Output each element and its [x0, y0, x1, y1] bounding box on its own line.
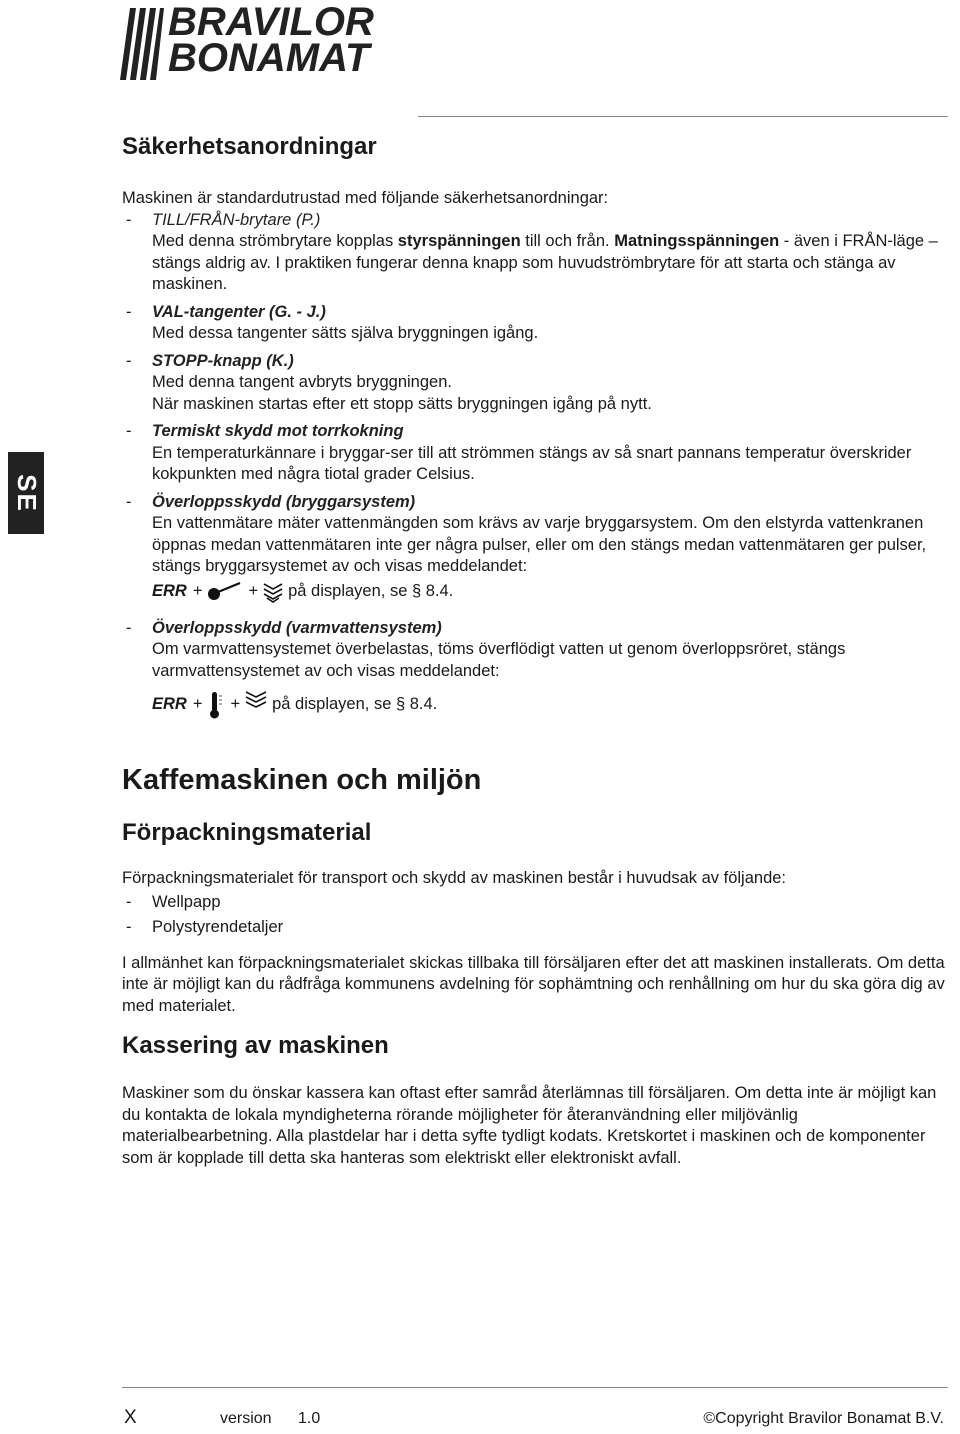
thermometer-icon	[206, 690, 226, 720]
safety-item-overflow-brewer: - Överloppsskydd (bryggarsystem) En vattenmätare mäter vattenmängden som krävs av varje bryggarsystem. Om den elstyrda vattenkranen öppnas medan vattenmätaren inte ger några pulser, eller om den stängs medan vattenmätaren ger pulser, stängs bryggarsystemet av och visas meddelandet: ERR + + på displayen, se § 8.4.	[122, 492, 952, 604]
safety-item-thermal: - Termiskt skydd mot torrkokning En temperaturkännare i bryggar-ser till att strömmen stängs av så snart pannans temperatur överskrider kokpunkten med några tiotal grader Celsius.	[122, 421, 952, 486]
item-title: STOPP-knapp (K.)	[152, 351, 294, 370]
section-title-safety: Säkerhetsanordningar	[122, 133, 377, 160]
item-body: En temperaturkännare i bryggar-ser till att strömmen stängs av så snart pannans temperatur överskrider kokpunkten med några tiotal grader Celsius.	[152, 443, 912, 483]
item-title: Överloppsskydd (varmvattensystem)	[152, 618, 442, 637]
error-code: ERR	[152, 581, 187, 600]
disposal-paragraph: Maskiner som du önskar kassera kan oftast efter samråd återlämnas till försäljaren. Om detta inte är möjligt kan du kontakta de lokala myndigheterna rörande möjligheter för återanvändning eller miljövänlig materialbearbetning. Alla plastdelar har i detta syfte tydligt kodats. Kretskortet i maskinen och de komponenter som är kopplade till detta ska hanteras som elektriskt eller elektroniskt avfall.	[122, 1084, 937, 1167]
brand-logo	[120, 0, 420, 80]
brew-system-icon	[262, 581, 284, 603]
packaging-intro: Förpackningsmaterialet för transport och skydd av maskinen består i huvudsak av följande:	[122, 869, 787, 887]
safety-item-select-keys: - VAL-tangenter (G. - J.) Med dessa tangenter sätts själva bryggningen igång.	[122, 302, 952, 345]
subsection-title-packaging: Förpackningsmaterial	[122, 819, 372, 846]
footer-rule	[122, 1387, 948, 1388]
error-message-line: ERR + + på displayen, se § 8.4.	[152, 690, 952, 720]
item-body: Med denna strömbrytare kopplas styrspänningen till och från. Matningsspänningen - även i FRÅN-läge – stängs aldrig av. I praktiken fungerar denna knapp som huvudströmbrytare för att starta och stänga av maskinen.	[152, 232, 938, 293]
item-body: Med denna tangent avbryts bryggningen.	[152, 373, 452, 391]
item-title: Överloppsskydd (bryggarsystem)	[152, 492, 416, 511]
safety-intro: Maskinen är standardutrustad med följande säkerhetsanordningar:	[122, 189, 609, 207]
item-body: När maskinen startas efter ett stopp sätts bryggningen igång på nytt.	[152, 394, 652, 413]
logo-line-1: BRAVILOR	[168, 0, 374, 44]
item-title: Termiskt skydd mot torrkokning	[152, 422, 404, 440]
list-item: - Wellpapp	[126, 892, 221, 911]
version-label: version	[220, 1410, 272, 1427]
safety-item-overflow-hotwater: - Överloppsskydd (varmvattensystem) Om varmvattensystemet överbelastas, töms överflödigt vatten ut genom överloppsröret, stängs varmvattensystemet av och visas meddelandet: ERR + + på displayen, se § 8.4.	[122, 618, 952, 721]
subsection-title-disposal: Kassering av maskinen	[122, 1032, 389, 1059]
item-body: En vattenmätare mäter vattenmängden som krävs av varje bryggarsystem. Om den elstyrda vattenkranen öppnas medan vattenmätaren inte ger några pulser, eller om den stängs medan vattenmätaren ger pulser, stängs bryggarsystemet av och visas meddelandet:	[152, 514, 927, 575]
page-number: X	[124, 1407, 137, 1428]
item-dash: -	[126, 210, 132, 229]
main-content	[122, 132, 952, 1169]
safety-item-power-switch	[122, 210, 952, 296]
error-code: ERR	[152, 695, 187, 714]
list-item: - Polystyrendetaljer	[126, 918, 284, 936]
version-number: 1.0	[298, 1410, 321, 1427]
item-body: Om varmvattensystemet överbelastas, töms överflödigt vatten ut genom överloppsröret, stängs varmvattensystemet av och visas meddelandet:	[152, 640, 846, 680]
item-body: Med dessa tangenter sätts själva bryggningen igång.	[152, 324, 539, 342]
logo-line-2: BONAMAT	[168, 36, 370, 80]
language-tab	[8, 452, 44, 534]
language-tab-label: SE	[11, 473, 42, 513]
hot-water-system-icon	[244, 689, 268, 711]
copyright: ©Copyright Bravilor Bonamat B.V.	[703, 1410, 944, 1427]
logo-stripes-icon	[120, 8, 164, 80]
header-rule	[418, 116, 948, 117]
section-title-environment: Kaffemaskinen och miljön	[122, 764, 482, 796]
error-message-line: ERR + + på displayen, se § 8.4.	[152, 580, 952, 604]
item-title: TILL/FRÅN-brytare (P.)	[152, 210, 321, 229]
item-title: VAL-tangenter (G. - J.)	[152, 302, 326, 321]
safety-item-stop-key: - STOPP-knapp (K.) Med denna tangent avbryts bryggningen. När maskinen startas efter ett stopp sätts bryggningen igång på nytt.	[122, 351, 952, 416]
water-valve-icon	[206, 580, 244, 604]
packaging-paragraph: I allmänhet kan förpackningsmaterialet skickas tillbaka till försäljaren efter det att maskinen installerats. Om detta inte är möjligt kan du rådfråga kommunens avdelning för sophämtning och renhållning om hur du ska göra dig av med materialet.	[122, 953, 945, 1015]
